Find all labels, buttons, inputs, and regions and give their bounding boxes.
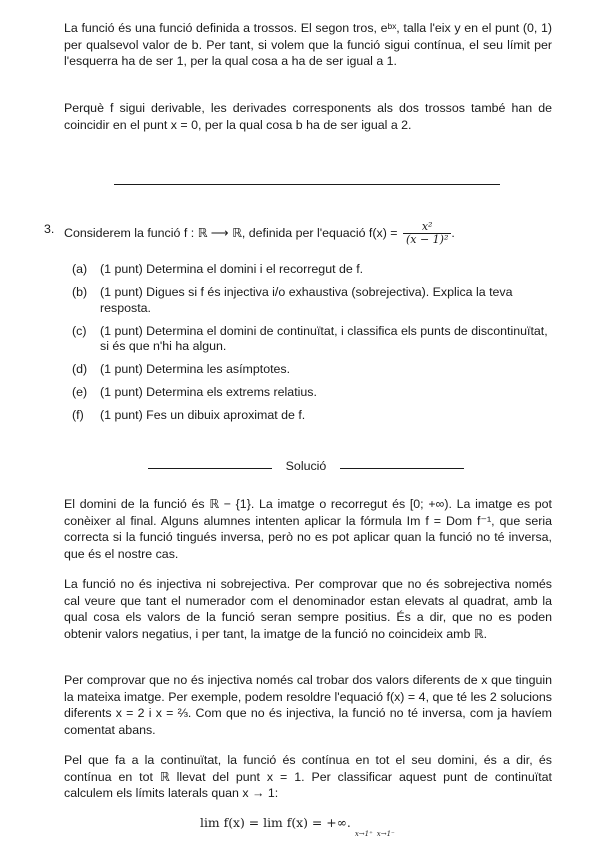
- item-text: (1 punt) Fes un dibuix aproximat de f.: [100, 408, 306, 422]
- item-label: (a): [72, 262, 88, 276]
- intro-paragraph-2: Perquè f sigui derivable, les derivades corresponents als dos trossos també han de coincidir en el punt x = 0, per la qual cosa b ha de ser igual a 2.: [64, 101, 552, 132]
- problem-item: [72, 324, 556, 355]
- solution-paragraph-4: Pel que fa a la continuïtat, la funció és contínua en tot el seu domini, és a dir, és contínua en tot ℝ llevat del punt x = 1. Per classificar aquest punt de continuïtat calculem els límits laterals quan x → 1:: [64, 753, 552, 800]
- limit-equation-text: lim f(x) = lim f(x) = +∞.: [200, 815, 351, 830]
- problem-item: [72, 408, 556, 424]
- item-text: (1 punt) Determina el domini i el recorregut de f.: [100, 262, 364, 276]
- function-fraction: [403, 221, 451, 246]
- limit-sub-right: x→1⁺: [354, 830, 373, 838]
- problem-item: [72, 262, 556, 278]
- solution-title: Solució: [285, 459, 327, 473]
- problem-item: [72, 385, 556, 401]
- problem-statement-text: Considerem la funció f : ℝ ⟶ ℝ, definida per l'equació f(x) =: [64, 225, 398, 240]
- item-label: (f): [72, 408, 84, 422]
- problem-number: 3.: [44, 222, 55, 236]
- problem-statement: [64, 221, 455, 246]
- limit-equation: [200, 815, 440, 838]
- fraction-denominator: (x − 1)²: [405, 233, 449, 246]
- problem-items: [72, 262, 556, 431]
- problem-item: [72, 362, 556, 378]
- solution-rule-right: [340, 468, 464, 469]
- item-text: (1 punt) Determina les asímptotes.: [100, 362, 291, 376]
- section-divider: [114, 184, 500, 185]
- item-text: (1 punt) Determina el domini de continuïtat, i classifica els punts de discontinuïtat, si és que n'hi ha algun.: [100, 323, 548, 353]
- intro-paragraph-1: La funció és una funció definida a trossos. El segon tros, eᵇˣ, talla l'eix y en el punt (0, 1) per qualsevol valor de b. Per tant, si volem que la funció sigui contínua, el seu límit per l'esquerra ha de ser 1, per la qual cosa a ha de ser igual a 1.: [64, 21, 552, 68]
- statement-end: .: [451, 225, 455, 240]
- solution-heading: [148, 458, 464, 474]
- item-label: (d): [72, 362, 88, 376]
- item-text: (1 punt) Digues si f és injectiva i/o exhaustiva (sobrejectiva). Explica la teva resposta.: [100, 285, 513, 315]
- fraction-numerator: x²: [403, 221, 451, 234]
- item-label: (e): [72, 385, 88, 399]
- limit-sub-left: x→1⁻: [376, 830, 395, 838]
- item-label: (c): [72, 323, 87, 338]
- solution-paragraph-3: Per comprovar que no és injectiva només cal trobar dos valors diferents de x que tinguin la mateixa imatge. Per exemple, podem resoldre l'equació f(x) = 4, que té les 2 solucions diferents x = 2 i x = ⅔. Com que no és injectiva, la funció no té inversa, com ja havíem comentat abans.: [64, 673, 552, 737]
- item-text: (1 punt) Determina els extrems relatius.: [100, 385, 317, 399]
- solution-rule-left: [148, 468, 272, 469]
- solution-paragraph-1: El domini de la funció és ℝ − {1}. La imatge o recorregut és [0; +∞). La imatge es pot conèixer al final. Alguns alumnes intenten aplicar la fórmula Im f = Dom f⁻¹, que seria correcta si la funció tingués inversa, però no es pot aplicar quan la funció no té inversa, que és el nostre cas.: [64, 497, 552, 561]
- problem-item: [72, 285, 556, 316]
- solution-paragraph-2: La funció no és injectiva ni sobrejectiva. Per comprovar que no és sobrejectiva només cal veure que tant el numerador com el denominador estan elevats al quadrat, amb la qual cosa els valors de la funció seran sempre positius. És a dir, que no es poden obtenir valors negatius, i per tant, la imatge de la funció no coincideix amb ℝ.: [64, 577, 552, 641]
- item-label: (b): [72, 285, 88, 299]
